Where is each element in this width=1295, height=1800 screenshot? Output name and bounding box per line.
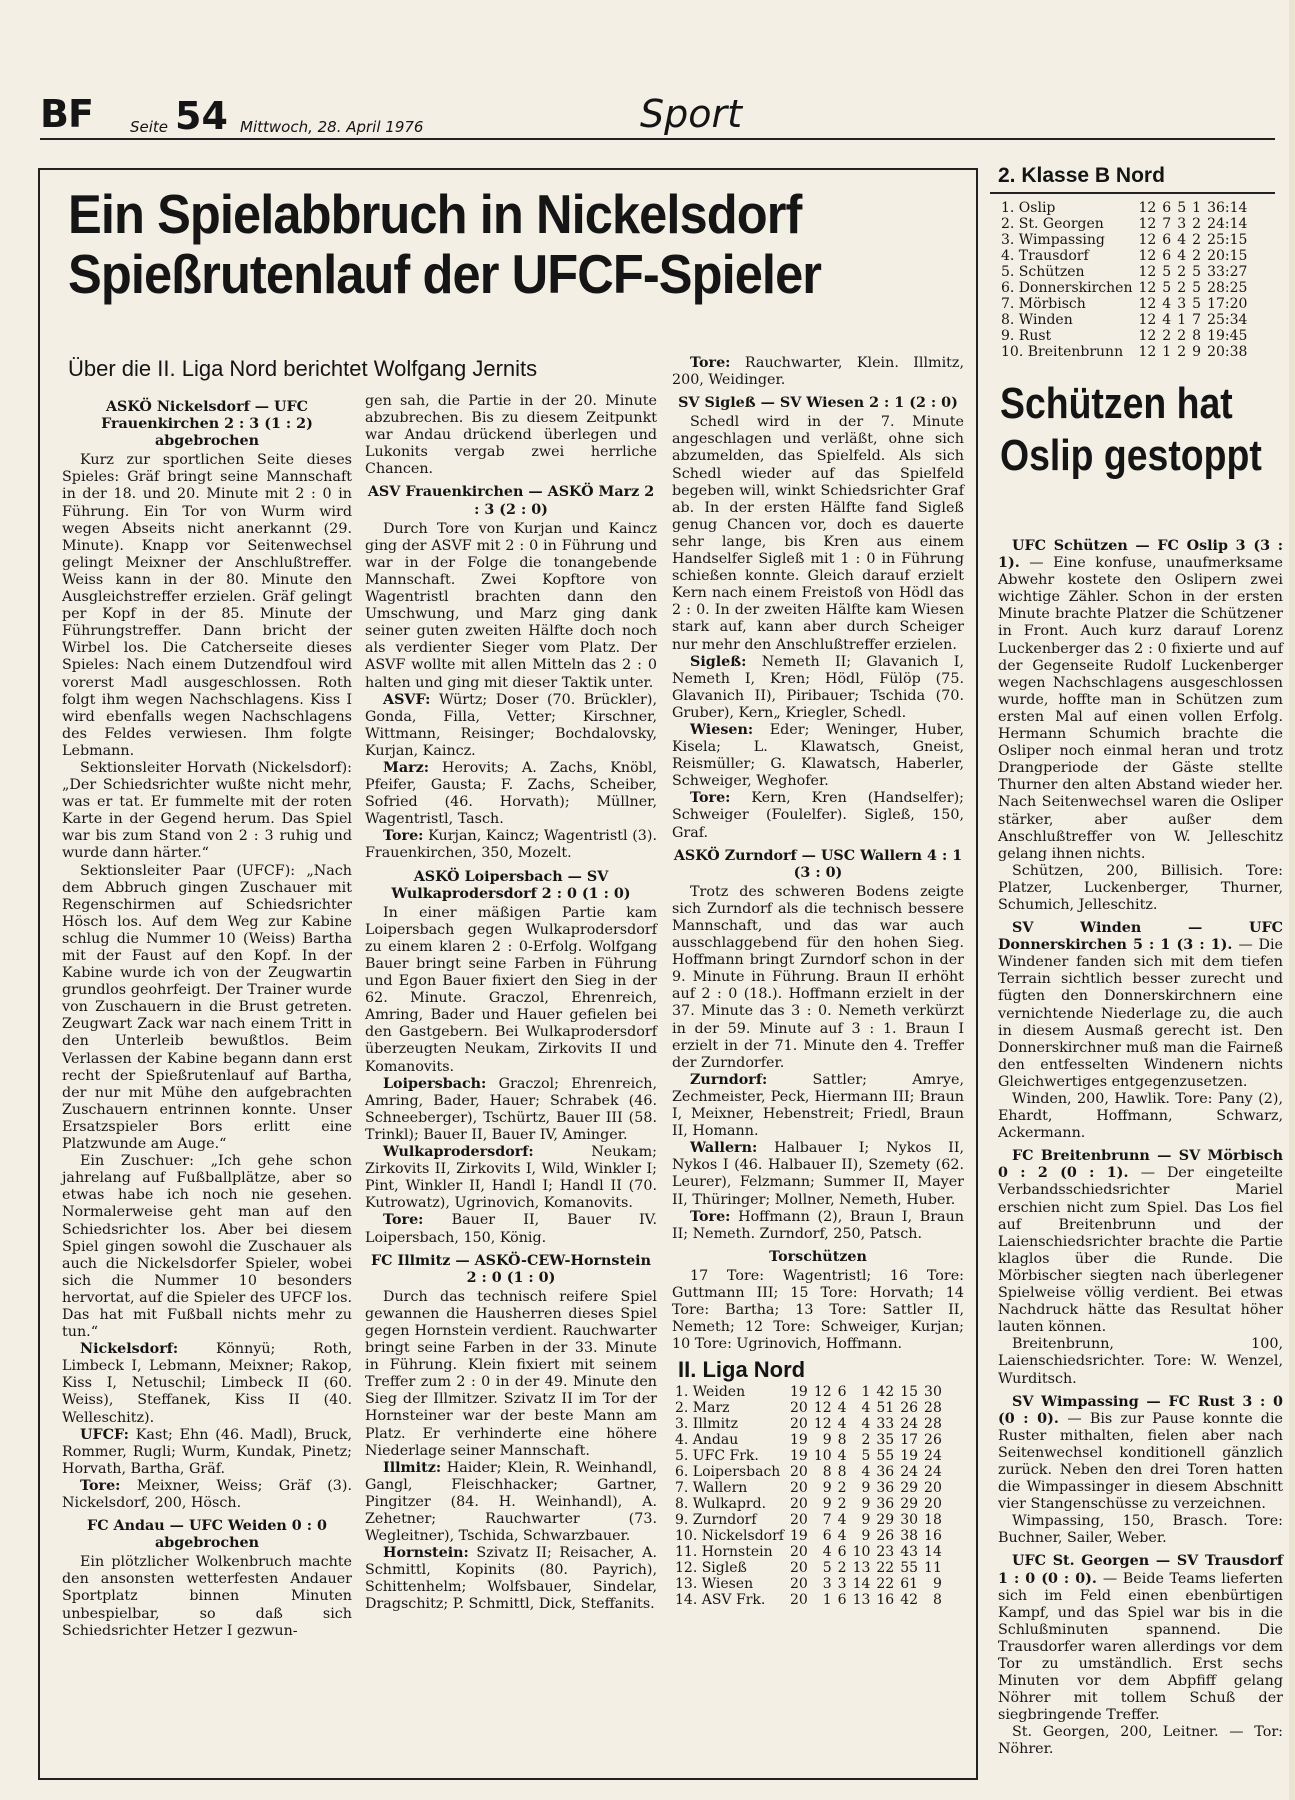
team-cell: 3. Wimpassing [1001, 232, 1105, 248]
stat-cell: 5 [1162, 264, 1172, 280]
article-paragraph: Kurz zur sportlichen Seite dieses Spieles: Gräf bringt seine Mannschaft in der 18. und 20. Minute mit 2 : 0 in Führung. Ein Tor von Wurm wird wegen Abseits nicht anerkannt (29. Minute). Knapp vor Seitenwechsel gelingt Meixner der Anschlußtreffer. Weiss kann in der 80. Minute den Ausgleichstreffer erzielen. Gräf gelingt per Kopf in der 85. Minute der Führungstreffer. Dann bricht der Wirbel los. Die Catcherseite dieses Spieles: Nach einem Dutzendfoul wird vorerst Madl ausgeschlossen. Roth folgt ihm wegen Nachschlagens. Kiss I wird ebenfalls wegen Nachschlagens des Feldes verwiesen. Ihm folgte Lebmann. [62, 452, 352, 759]
stat-cell: 5 [822, 1560, 832, 1577]
team-cell: 12. Sigleß [675, 1560, 747, 1577]
match-heading: SV Sigleß — SV Wiesen 2 : 1 (2 : 0) [678, 395, 958, 412]
stat-cell: 4 [1162, 296, 1172, 312]
match-report: UFC Schützen — FC Oslip 3 (3 : 1). — Eine konfuse, unaufmerksame Abwehr kostete den Oslipern zwei wichtige Zähler. Schon in der ersten Minute brachte Platzer die Schützener in Front. Auch kurz darauf Lorenz Luckenberger das 2 : 0 fixierte und auf der Gegenseite Rudolf Luckenberger wegen Nachschlagens ausgeschlossen wurde, hoffte man in Schützen zum ersten Mal auf einen vollen Erfolg. Hermann Schumich brachte die Osliper noch einmal heran und trotz Drangperiode der Gäste stellte Thurner den alten Abstand wieder her. Nach Seitenwechsel waren die Osliper stärker, aber außer dem Anschlußtreffer von W. Jelleschitz gelang ihnen nichts. [998, 538, 1283, 862]
stat-cell: 20 [789, 1560, 808, 1577]
goals-line: Wimpassing, 150, Brasch. Tore: Buchner, Sailer, Weber. [998, 1513, 1283, 1547]
goals-line: Tore: Kern, Kren (Handselfer); Schweiger (Foulelfer). Sigleß, 150, Graf. [672, 790, 965, 841]
stat-cell: 2 [1177, 344, 1187, 360]
team-cell: 4. Andau [675, 1432, 739, 1449]
stat-cell: 6 [1162, 248, 1172, 264]
table-row [998, 200, 1250, 216]
team-cell: 10. Breitenbrunn [1001, 344, 1124, 360]
table-row [998, 344, 1250, 360]
stat-cell: 9 [861, 1480, 871, 1497]
stat-cell: 13 [852, 1592, 871, 1609]
stat-cell: 4 [1177, 248, 1187, 264]
table-row [672, 1464, 945, 1480]
stat-cell: 2 [1192, 248, 1202, 264]
table-row [672, 1480, 945, 1496]
stat-cell: 19 [789, 1432, 808, 1449]
table-row [672, 1416, 945, 1432]
table-row [672, 1384, 945, 1400]
match-heading: FC Andau — UFC Weiden 0 : 0 abgebrochen [87, 1518, 327, 1552]
stat-cell: 6 [1162, 200, 1172, 216]
team-cell: 5. Schützen [1001, 264, 1085, 280]
team-cell: 6. Loipersbach [675, 1464, 781, 1481]
article-paragraph: In einer mäßigen Partie kam Loipersbach gegen Wulkaprodersdorf zu einem klaren 2 : 0-Erfolg. Wolfgang Bauer bringt seine Farben in Führung und Egon Bauer fixiert den Sieg in der 62. Minute. Graczol, Ehrenreich, Amring, Bader und Hauer gefielen bei den Gastgebern. Bei Wulkaprodersdorf überzeugten Neukam, Zirkovits II und Komanovits. [365, 904, 657, 1075]
right-headline-line-1: Schützen hat [1000, 379, 1233, 428]
stat-cell: 30 [924, 1384, 942, 1401]
headline-line-1: Ein Spielabbruch in Nickelsdorf [68, 183, 802, 245]
table-row [672, 1400, 945, 1416]
article-paragraph: Trotz des schweren Bodens zeigte sich Zurndorf als die technisch bessere Mannschaft, und das war auch ausschlaggebend für den hohen Sieg. Hoffmann bringt Zurndorf schon in der 9. Minute in Führung. Braun II erhöht auf 2 : 0 (18.). Hoffmann erzielt in der 37. Minute das 3 : 0. Nemeth verkürzt in der 59. Minute auf 3 : 1. Braun I erzielt in der 71. Minute den 4. Treffer der Zurndorfer. [672, 883, 964, 1071]
table-row [998, 312, 1250, 328]
team-cell: 10. Nickelsdorf [675, 1528, 784, 1545]
stat-cell: 12 [1138, 216, 1157, 232]
byline: Über die II. Liga Nord berichtet Wolfgang Jernits [68, 356, 538, 381]
stat-cell: 2 [1177, 264, 1187, 280]
stat-cell: 36 [876, 1480, 895, 1497]
match-report: SV Wimpassing — FC Rust 3 : 0 (0 : 0). — Bis zur Pause konnte die Ruster mithalten, fielen aber nach Seitenwechsel konditionell gänzlich zurück. Neben den drei Toren hatten die Wimpassinger in diesem Abschnitt vier Stangenschüsse zu verzeichnen. [998, 1393, 1283, 1513]
stat-cell: 26 [876, 1528, 895, 1545]
team-cell: 9. Zurndorf [675, 1512, 757, 1529]
stat-cell: 3 [1177, 216, 1187, 232]
stat-cell: 25:34 [1207, 312, 1248, 328]
table-row [672, 1512, 945, 1528]
stat-cell: 6 [837, 1384, 847, 1401]
stat-cell: 33 [876, 1416, 895, 1433]
lineup: Wiesen: Eder; Weninger, Huber, Kisela; L. Klawatsch, Gneist, Reismüller; G. Klawatsch, Haberler, Schweiger, Weghofer. [672, 721, 964, 790]
stat-cell: 8 [1192, 328, 1202, 344]
standings-title: 2. Klasse B Nord [998, 164, 1165, 187]
goals-line: Tore: Meixner, Weiss; Gräf (3). Nickelsdorf, 200, Hösch. [62, 1477, 353, 1511]
stat-cell: 2 [837, 1496, 847, 1513]
stat-cell: 7 [1162, 216, 1172, 232]
stat-cell: 24 [900, 1416, 919, 1433]
stat-cell: 11 [924, 1560, 942, 1577]
stat-cell: 1 [1162, 344, 1172, 360]
stat-cell: 18 [924, 1512, 942, 1529]
stat-cell: 20 [789, 1592, 808, 1609]
lineup: Hornstein: Szivatz II; Reisacher, A. Schmittl, Kopinits (80. Payrich), Schittenhelm; Wolfsbauer, Sindelar, Dragschitz; P. Schmittl, Dick, Steffanits. [365, 1545, 657, 1613]
lineup: Wallern: Halbauer I; Nykos II, Nykos I (46. Halbauer II), Szemety (62. Leurer), Felzmann; Summer II, Mayer II, Thüringer; Mollner, Nemeth, Huber. [672, 1140, 965, 1208]
match-heading: ASKÖ Nickelsdorf — UFC Frauenkirchen 2 : 3 (1 : 2) abgebrochen [101, 399, 313, 450]
stat-cell: 20 [789, 1416, 808, 1433]
stat-cell: 1 [822, 1592, 832, 1609]
stat-cell: 15 [900, 1384, 919, 1401]
stat-cell: 30 [900, 1512, 919, 1529]
stat-cell: 9 [861, 1512, 871, 1529]
team-cell: 9. Rust [1001, 328, 1052, 344]
lineup: Wulkaprodersdorf: Neukam; Zirkovits II, Zirkovits I, Wild, Winkler I; Pint, Winkler II, Handl I; Handl II (70. Kutrowatz), Ugrinovich, Komanovits. [365, 1144, 657, 1212]
stat-cell: 1 [1177, 312, 1187, 328]
stat-cell: 28 [924, 1416, 942, 1433]
match-heading: ASKÖ Loipersbach — SV Wulkaprodersdorf 2 : 0 (1 : 0) [391, 868, 631, 902]
table-row [998, 328, 1250, 344]
stat-cell: 4 [837, 1400, 847, 1417]
stat-cell: 1 [861, 1384, 871, 1401]
stat-cell: 20:38 [1207, 344, 1248, 360]
standings-table [998, 200, 1250, 360]
goals-line: Tore: Rauchwarter, Klein. Illmitz, 200, Weidinger. [672, 355, 964, 389]
goals-line: Breitenbrunn, 100, Laienschiedsrichter. Tore: W. Wenzel, Wurditsch. [998, 1336, 1283, 1387]
stat-cell: 20 [789, 1496, 808, 1513]
goals-line: St. Georgen, 200, Leitner. — Tor: Nöhrer. [998, 1724, 1283, 1758]
team-cell: 4. Trausdorf [1001, 248, 1089, 264]
lineup: Zurndorf: Sattler; Amrye, Zechmeister, Peck, Hiermann III; Braun I, Meixner, Hebenstreit; Friedl, Braun II, Homann. [672, 1071, 964, 1140]
table-row [672, 1528, 945, 1544]
stat-cell: 3 [1177, 296, 1187, 312]
article-paragraph: Ein Zuschuer: „Ich gehe schon jahrelang auf Fußballplätze, aber so etwas habe ich noch nie gesehen. Normalerweise geht man auf den Schiedsrichter los. Aber bei diesem Spiel gingen sowohl die Zuschauer als auch die Nickelsdorfer Spieler, wobei sich die Nummer 10 besonders hervortat, auf die Spieler des UFCF los. Das hat mit Fußball nichts mehr zu tun.“ [62, 1153, 352, 1341]
stat-cell: 24 [924, 1464, 942, 1481]
stat-cell: 20 [789, 1400, 808, 1417]
stat-cell: 4 [837, 1448, 847, 1465]
article-paragraph: Sektionsleiter Horvath (Nickelsdorf): „Der Schiedsrichter wußte nicht mehr, was er tat. Er fummelte mit der roten Karte in der Gegend herum. Das Spiel war bis zum Stand von 2 : 3 ruhig und wurde dann härter.“ [62, 759, 352, 862]
stat-cell: 6 [822, 1528, 832, 1545]
match-heading: FC Illmitz — ASKÖ-CEW-Hornstein 2 : 0 (1 : 0) [371, 1252, 651, 1286]
page-number: 54 [175, 94, 228, 138]
article-paragraph: Ein plötzlicher Wolkenbruch machte den ansonsten wetterfesten Andauer Sportplatz binnen Minuten unbespielbar, so daß sich Schiedsrichter Hetzer I gezwun- [62, 1554, 352, 1639]
stat-cell: 8 [837, 1432, 847, 1449]
stat-cell: 28:25 [1207, 280, 1248, 296]
stat-cell: 20 [789, 1512, 808, 1529]
article-paragraph: Durch das technisch reifere Spiel gewannen die Hausherren dieses Spiel gegen Hornstein verdient. Rauchwarter bringt seine Farben in der 33. Minute in Führung. Klein fixiert mit seinem Treffer zum 2 : 0 in der 49. Minute den Sieg der Illmitzer. Szivatz II im Tor der Hornsteiner war der beste Mann am Platz. Er verhinderte eine höhere Niederlage seiner Mannschaft. [365, 1288, 657, 1459]
table-row [672, 1432, 945, 1448]
stat-cell: 20 [789, 1480, 808, 1497]
stat-cell: 2 [1177, 328, 1187, 344]
article-paragraph: Sektionsleiter Paar (UFCF): „Nach dem Abbruch gingen Zuschauer mit Regenschirmen auf Schiedsrichter Hösch los. Auf dem Weg zur Kabine schlug die Nummer 10 (Weiss) Bartha mit der Faust auf den Kopf. In der Kabine wurde ich von der Zeugwartin grundlos geohrfeigt. Der Trainer wurde von Zuschauern in die Brust getreten. Zeugwart Zack war nach einem Tritt in den Unterleib bewußtlos. Beim Verlassen der Kabine begann dann erst recht der Spießrutenlauf auf Bartha, der nur mit Mühe den aufgebrachten Zuschauern entrinnen konnte. Unser Ersatzspieler Bors erlitt eine Platzwunde am Auge.“ [62, 862, 352, 1153]
lineup: UFCF: Kast; Ehn (46. Madl), Bruck, Rommer, Rugli; Wurm, Kundak, Pinetz; Horvath, Bartha, Gräf. [62, 1426, 352, 1477]
team-cell: 7. Mörbisch [1001, 296, 1086, 312]
team-cell: 2. St. Georgen [1001, 216, 1104, 232]
stat-cell: 16 [876, 1592, 895, 1609]
lineup: Marz: Herovits; A. Zachs, Knöbl, Pfeifer, Gausta; F. Zachs, Scheiber, Sofried (46. Horvath); Müllner, Wagentristl, Tasch. [365, 759, 657, 828]
goals-line: Winden, 200, Hawlik. Tore: Pany (2), Ehardt, Hoffmann, Schwarz, Ackermann. [998, 1091, 1283, 1142]
stat-cell: 24 [924, 1448, 942, 1465]
stat-cell: 4 [837, 1416, 847, 1433]
stat-cell: 26 [924, 1432, 942, 1449]
stat-cell: 4 [861, 1464, 871, 1481]
stat-cell: 17:20 [1207, 296, 1248, 312]
stat-cell: 9 [822, 1480, 832, 1497]
stat-cell: 2 [1192, 216, 1202, 232]
match-heading: ASV Frauenkirchen — ASKÖ Marz 2 : 3 (2 : 0) [367, 484, 655, 518]
right-reports [998, 538, 1283, 1759]
table-row [998, 248, 1250, 264]
table-row [998, 264, 1250, 280]
stat-cell: 12 [813, 1400, 832, 1417]
stat-cell: 25:15 [1207, 232, 1248, 248]
stat-cell: 6 [837, 1544, 847, 1561]
stat-cell: 19 [789, 1448, 808, 1465]
stat-cell: 12 [1138, 280, 1157, 296]
section-title: Sport [640, 92, 743, 136]
stat-cell: 61 [900, 1576, 919, 1593]
paper-logo: BF [40, 92, 93, 136]
stat-cell: 12 [1138, 344, 1157, 360]
stat-cell: 9 [932, 1576, 942, 1593]
stat-cell: 20 [789, 1464, 808, 1481]
stat-cell: 4 [822, 1544, 832, 1561]
stat-cell: 24 [900, 1464, 919, 1481]
article-paragraph: Schedl wird in der 7. Minute angeschlagen und verläßt, ohne sich abzumelden, das Spielfeld. Als sich Schedl wieder auf das Spielfeld begeben will, winkt Schiedsrichter Graf ab. In der ersten Hälfte fand Sigleß genug Chancen vor, doch es dauerte sehr lange, bis Kren aus einem Handselfer Sigleß mit 1 : 0 in Führung schießen konnte. Gleich darauf erzielt Kern nach einem Freistoß von Hödl das 2 : 0. In der zweiten Hälfte kam Wiesen stark auf, kann aber durch Scheiger nur mehr den Anschlußtreffer erzielen. [672, 414, 964, 653]
stat-cell: 55 [900, 1560, 919, 1577]
stat-cell: 12 [1138, 232, 1157, 248]
match-report: SV Winden — UFC Donnerskirchen 5 : 1 (3 : 1). — Die Windener fanden sich mit dem tiefen Terrain sichtlich besser zurecht und fügten den Donnerskirchnern eine vernichtende Niederlage zu, die auch in diesem Ausmaß gerecht ist. Den Donnerskirchner muß man die Fairneß den entfesselten Windenern nichts Gleichwertiges entgegenzusetzen. [998, 920, 1284, 1090]
article-paragraph: Durch Tore von Kurjan und Kaincz ging der ASVF mit 2 : 0 in Führung und war in der Folge die tonangebende Mannschaft. Zwei Kopftore von Wagentristl brachten dann den Umschwung, und Marz ging dank seiner guten zweiten Hälfte doch noch als verdienter Sieger vom Platz. Der ASVF wollte mit allen Mitteln das 2 : 0 halten und ging mit dieser Taktik unter. [365, 520, 657, 691]
table-row [672, 1448, 945, 1464]
stat-cell: 43 [900, 1544, 919, 1561]
stat-cell: 5 [1177, 200, 1187, 216]
stat-cell: 26 [900, 1400, 919, 1417]
stat-cell: 8 [822, 1464, 832, 1481]
stat-cell: 38 [900, 1528, 919, 1545]
match-heading: ASKÖ Zurndorf — USC Wallern 4 : 1 (3 : 0) [673, 847, 963, 881]
stat-cell: 16 [924, 1528, 942, 1545]
stat-cell: 4 [861, 1416, 871, 1433]
lineup: Nickelsdorf: Könnyü; Roth, Limbeck I, Lebmann, Meixner; Rakop, Kiss I, Netuschil; Limbeck II (60. Weiss), Steffanek, Kiss II (40. Welleschitz). [62, 1341, 352, 1426]
team-cell: 8. Winden [1001, 312, 1073, 328]
stat-cell: 9 [861, 1528, 871, 1545]
column-2 [365, 393, 657, 1614]
stat-cell: 20:15 [1207, 248, 1248, 264]
stat-cell: 19 [900, 1448, 919, 1465]
stat-cell: 12 [1138, 328, 1157, 344]
goals-line: Tore: Bauer II, Bauer IV. Loipersbach, 150, König. [365, 1212, 657, 1246]
stat-cell: 24:14 [1207, 216, 1248, 232]
stat-cell: 9 [1192, 344, 1202, 360]
right-headline-line-2: Oslip gestoppt [1000, 431, 1262, 480]
page-label: Seite [130, 118, 169, 136]
stat-cell: 23 [876, 1544, 895, 1561]
team-cell: 6. Donnerskirchen [1001, 280, 1133, 296]
goals-line: Tore: Hoffmann (2), Braun I, Braun II; Nemeth. Zurndorf, 250, Patsch. [672, 1208, 964, 1242]
lineup: Loipersbach: Graczol; Ehrenreich, Amring, Bader, Hauer; Schrabek (46. Schneeberger), Tschürtz, Bauer III (58. Trinkl); Bauer II, Bauer IV, Aminger. [365, 1075, 657, 1143]
lineup: Illmitz: Haider; Klein, R. Weinhandl, Gangl, Fleischhacker; Gartner, Pingitzer (84. H. Weinhandl), A. Zehetner; Rauchwarter (73. Wegleitner), Tschida, Schwarzbauer. [365, 1459, 657, 1545]
stat-cell: 10 [852, 1544, 871, 1561]
standings-rule [990, 192, 1275, 194]
lineup: ASVF: Würtz; Doser (70. Brückler), Gonda, Filla, Vetter; Kirschner, Wittmann, Reisinger; Bochdalovsky, Kurjan, Kaincz. [365, 691, 657, 759]
stat-cell: 5 [1192, 280, 1202, 296]
stat-cell: 2 [861, 1432, 871, 1449]
team-cell: 3. Illmitz [675, 1416, 739, 1433]
stat-cell: 42 [900, 1592, 919, 1609]
team-cell: 14. ASV Frk. [675, 1592, 766, 1609]
stat-cell: 36 [876, 1496, 895, 1513]
stat-cell: 4 [837, 1528, 847, 1545]
stat-cell: 22 [876, 1560, 895, 1577]
stat-cell: 29 [900, 1496, 919, 1513]
stat-cell: 4 [861, 1400, 871, 1417]
stat-cell: 55 [876, 1448, 895, 1465]
stat-cell: 51 [876, 1400, 895, 1417]
stat-cell: 6 [837, 1592, 847, 1609]
headline [68, 184, 878, 304]
stat-cell: 9 [822, 1496, 832, 1513]
article-paragraph: gen sah, die Partie in der 20. Minute abzubrechen. Bis zu diesem Zeitpunkt war Andau drückend überlegen und Lukonits vergab zwei herrliche Chancen. [365, 393, 657, 478]
scorers-heading: Torschützen [769, 1248, 867, 1265]
stat-cell: 4 [1177, 232, 1187, 248]
stat-cell: 5 [1192, 264, 1202, 280]
stat-cell: 33:27 [1207, 264, 1248, 280]
stat-cell: 7 [1192, 312, 1202, 328]
stat-cell: 12 [1138, 296, 1157, 312]
stat-cell: 42 [876, 1384, 895, 1401]
stat-cell: 9 [822, 1432, 832, 1449]
league-table [672, 1384, 945, 1608]
goals-line: Tore: Kurjan, Kaincz; Wagentristl (3). Frauenkirchen, 350, Mozelt. [365, 828, 657, 862]
stat-cell: 20 [789, 1576, 808, 1593]
stat-cell: 2 [1162, 328, 1172, 344]
issue-date: Mittwoch, 28. April 1976 [240, 118, 424, 136]
team-cell: 2. Marz [675, 1400, 730, 1417]
binding-edge [1289, 0, 1295, 1800]
table-row [672, 1576, 945, 1592]
stat-cell: 22 [876, 1576, 895, 1593]
stat-cell: 12 [1138, 264, 1157, 280]
stat-cell: 20 [924, 1496, 942, 1513]
stat-cell: 36 [876, 1464, 895, 1481]
stat-cell: 10 [813, 1448, 832, 1465]
match-report: UFC St. Georgen — SV Trausdorf 1 : 0 (0 : 0). — Beide Teams lieferten sich im Feld einen ebenbürtigen Kampf, und das Spiel war bis in die Schlußminuten spannend. Die Trausdorfer waren allerdings vor dem Tor zu umständlich. Erst sechs Minuten vor dem Abpfiff gelang Nöhrer mit tollem Schuß der siegbringende Treffer. [998, 1553, 1283, 1724]
stat-cell: 4 [837, 1512, 847, 1529]
stat-cell: 12 [813, 1384, 832, 1401]
stat-cell: 12 [1138, 248, 1157, 264]
stat-cell: 5 [861, 1448, 871, 1465]
team-cell: 13. Wiesen [675, 1576, 754, 1593]
team-cell: 1. Weiden [675, 1384, 746, 1401]
stat-cell: 9 [861, 1496, 871, 1513]
headline-line-2: Spießrutenlauf der UFCF-Spieler [68, 243, 822, 305]
stat-cell: 28 [924, 1400, 942, 1417]
masthead [40, 88, 1275, 146]
league-table-title: II. Liga Nord [678, 1357, 806, 1383]
table-row [998, 280, 1250, 296]
stat-cell: 14 [852, 1576, 871, 1593]
team-cell: 1. Oslip [1001, 200, 1056, 216]
stat-cell: 17 [900, 1432, 919, 1449]
table-row [998, 232, 1250, 248]
stat-cell: 2 [1192, 232, 1202, 248]
stat-cell: 35 [876, 1432, 895, 1449]
stat-cell: 12 [1138, 312, 1157, 328]
table-row [998, 296, 1250, 312]
stat-cell: 12 [1138, 200, 1157, 216]
goals-line: Schützen, 200, Billisich. Tore: Platzer, Luckenberger, Thurner, Schumich, Jelleschitz. [998, 862, 1283, 913]
stat-cell: 20 [924, 1480, 942, 1497]
table-row [672, 1560, 945, 1576]
stat-cell: 8 [837, 1464, 847, 1481]
stat-cell: 19:45 [1207, 328, 1248, 344]
stat-cell: 20 [789, 1544, 808, 1561]
stat-cell: 29 [876, 1512, 895, 1529]
stat-cell: 1 [1192, 200, 1202, 216]
stat-cell: 3 [822, 1576, 832, 1593]
stat-cell: 3 [837, 1576, 847, 1593]
stat-cell: 29 [900, 1480, 919, 1497]
stat-cell: 2 [837, 1480, 847, 1497]
team-cell: 11. Hornstein [675, 1544, 773, 1561]
stat-cell: 2 [1177, 280, 1187, 296]
team-cell: 8. Wulkaprd. [675, 1496, 767, 1513]
stat-cell: 14 [924, 1544, 942, 1561]
stat-cell: 13 [852, 1560, 871, 1577]
stat-cell: 19 [789, 1528, 808, 1545]
lineup: Sigleß: Nemeth II; Glavanich I, Nemeth I, Kren; Hödl, Fülöp (75. Glavanich II), Piribauer; Tschida (70. Gruber), Kern„ Kriegler, Schedl. [672, 653, 964, 721]
table-row [672, 1496, 945, 1512]
table-row [672, 1592, 945, 1608]
stat-cell: 5 [1162, 280, 1172, 296]
table-row [998, 216, 1250, 232]
stat-cell: 6 [1162, 232, 1172, 248]
stat-cell: 19 [789, 1384, 808, 1401]
stat-cell: 36:14 [1207, 200, 1248, 216]
stat-cell: 7 [822, 1512, 832, 1529]
column-3 [672, 355, 964, 1608]
match-report: FC Breitenbrunn — SV Mörbisch 0 : 2 (0 : 1). — Der eingeteilte Verbandsschiedsrichter Mariel erschien nicht zum Spiel. Das Los fiel auf Breitenbrunn und der Laienschiedsrichter brachte die Partie klaglos über die Runde. Die Mörbischer siegten nach überlegener Spielweise völlig verdient. Bei etwas Nachdruck hätte das Resultat höher lauten können. [998, 1148, 1283, 1336]
stat-cell: 12 [813, 1416, 832, 1433]
column-1 [62, 393, 352, 1640]
scorers-list: 17 Tore: Wagentristl; 16 Tore: Guttmann III; 15 Tore: Horvath; 14 Tore: Bartha; 13 Tore: Sattler II, Nemeth; 12 Tore: Schweiger, Kurjan; 10 Tore: Ugrinovich, Hoffmann. [672, 1267, 964, 1353]
stat-cell: 8 [932, 1592, 942, 1609]
stat-cell: 2 [837, 1560, 847, 1577]
table-row [672, 1544, 945, 1560]
masthead-rule [40, 138, 1275, 140]
team-cell: 5. UFC Frk. [675, 1448, 759, 1465]
team-cell: 7. Wallern [675, 1480, 748, 1497]
stat-cell: 5 [1192, 296, 1202, 312]
stat-cell: 4 [1162, 312, 1172, 328]
right-column [990, 164, 1275, 482]
